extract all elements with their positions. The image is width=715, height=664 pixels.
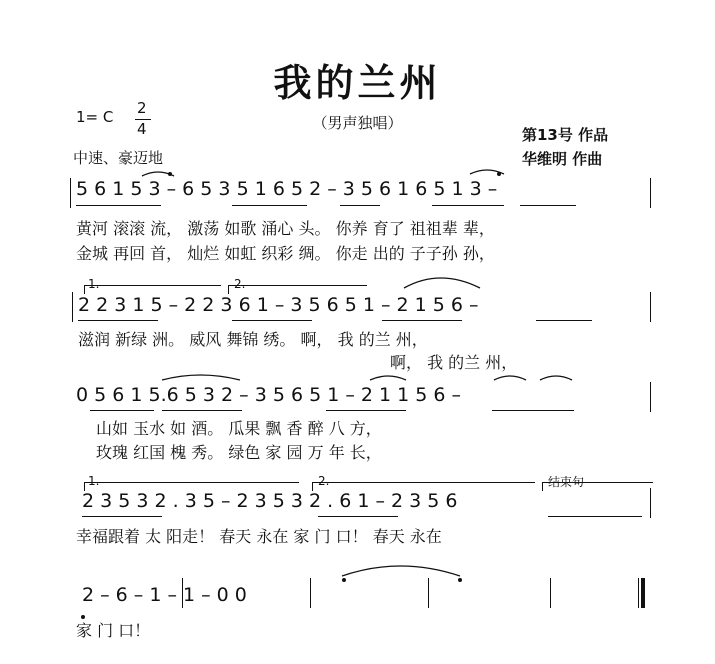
lyrics-row-1-verse-1: 黄河 滚滚 流， 激荡 如歌 涌心 头。 你养 育了 祖祖辈 辈， xyxy=(76,219,495,238)
octave-dot xyxy=(168,172,172,176)
lyricist-credit: 第13号 作品 xyxy=(522,126,609,144)
slur xyxy=(494,376,526,380)
lyrics-row-5: 家 门 口！ xyxy=(76,621,151,640)
time-signature-bottom: 4 xyxy=(137,120,147,138)
octave-dot xyxy=(458,578,462,582)
lyrics-row-2-verse-1: 滋润 新绿 洲。 威风 舞锦 绣。 啊， 我 的兰 州， xyxy=(78,330,428,349)
lyrics-row-3-verse-1: 山如 玉水 如 酒。 瓜果 飘 香 醉 八 方， xyxy=(96,419,382,438)
lyrics-row-4: 幸福跟着 太 阳走！ 春天 永在 家 门 口！ 春天 永在 xyxy=(76,527,442,546)
key-signature: 1= C xyxy=(76,108,114,126)
volta-label: 2. xyxy=(318,474,330,488)
volta-label: 2. xyxy=(234,277,246,291)
octave-dot xyxy=(342,578,346,582)
notes-row-2: 2 2 3 1 5 – 2 2 3 6 1 – 3 5 6 5 1 – 2 1 5 6 – xyxy=(78,294,479,316)
lyrics-row-2-verse-2: 啊， 我 的兰 州， xyxy=(390,353,518,372)
octave-dot xyxy=(81,615,85,619)
volta-label: 1. xyxy=(88,277,100,291)
subtitle: （男声独唱） xyxy=(312,114,403,132)
volta-label: 1. xyxy=(88,474,100,488)
time-signature-top: 2 xyxy=(137,99,147,117)
volta-label: 结束句 xyxy=(548,475,585,489)
notes-row-1: 5 6 1 5 3 – 6 5 3 5 1 6 5 2 – 3 5 6 1 6 5 1 3 – xyxy=(76,178,498,200)
lyrics-row-3-verse-2: 玫瑰 红国 槐 秀。 绿色 家 园 万 年 长， xyxy=(96,443,382,462)
notes-row-4: 2 3 5 3 2 . 3 5 – 2 3 5 3 2 . 6 1 – 2 3 5 6 xyxy=(82,490,458,512)
slur xyxy=(404,278,480,288)
notes-row-3: 0 5 6 1 5.6 5 3 2 – 3 5 6 5 1 – 2 1 1 5 6 – xyxy=(76,384,462,406)
lyrics-row-1-verse-2: 金城 再回 首， 灿烂 如虹 织彩 绸。 你走 出的 子子孙 孙， xyxy=(76,244,495,263)
tempo-marking: 中速、豪迈地 xyxy=(73,149,164,167)
slur xyxy=(540,376,572,380)
slur xyxy=(370,376,406,380)
composer-credit: 华维明 作曲 xyxy=(522,150,603,168)
slur xyxy=(342,566,460,576)
page-title: 我的兰州 xyxy=(273,61,442,105)
slur xyxy=(162,375,240,380)
notes-row-5: 2 – 6 – 1 – 1 – 0 0 xyxy=(82,584,247,606)
octave-dot xyxy=(497,172,501,176)
